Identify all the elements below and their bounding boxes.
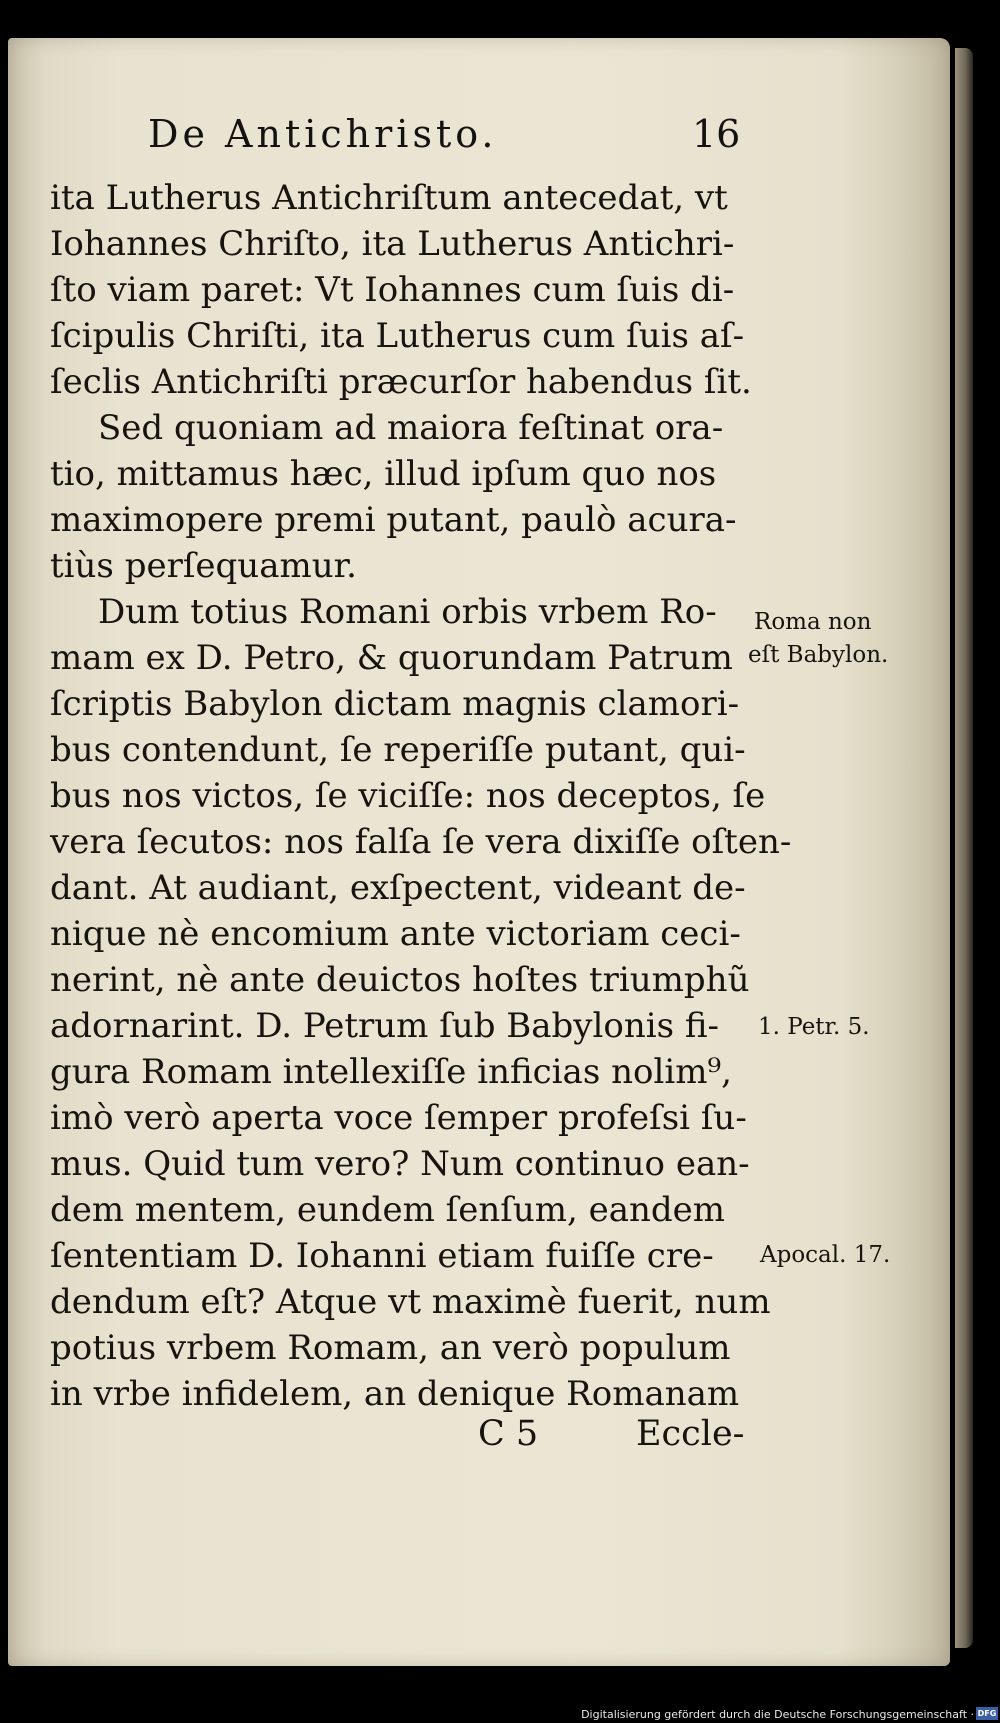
page-edge bbox=[955, 48, 973, 1648]
text-line: nerint, nè ante deuictos hoſtes triumphũ bbox=[50, 960, 750, 1000]
text-line: imò verò aperta voce ſemper profeſsi ſu- bbox=[50, 1098, 747, 1138]
text-line: potius vrbem Romam, an verò populum bbox=[50, 1328, 731, 1368]
text-line: mam ex D. Petro, & quorundam Patrum bbox=[50, 638, 733, 678]
text-line: adornarint. D. Petrum ſub Babylonis fi- bbox=[50, 1006, 720, 1046]
text-line: ſcipulis Chriſti, ita Lutherus cum ſuis aſ- bbox=[50, 316, 745, 356]
catchword: Eccle- bbox=[636, 1414, 745, 1454]
margin-note: Apocal. 17. bbox=[760, 1242, 891, 1268]
text-line: mus. Quid tum vero? Num continuo ean- bbox=[50, 1144, 750, 1184]
text-line: dant. At audiant, exſpectent, videant de- bbox=[50, 868, 746, 908]
credit-text: Digitalisierung gefördert durch die Deutsche Forschungsgemeinschaft · bbox=[581, 1708, 974, 1721]
text-line: nique nè encomium ante victoriam ceci- bbox=[50, 914, 741, 954]
text-line: dendum eſt? Atque vt maximè fuerit, num bbox=[50, 1282, 771, 1322]
text-line: ſententiam D. Iohanni etiam fuiſſe cre- bbox=[50, 1236, 714, 1276]
dfg-logo-icon: DFG bbox=[977, 1709, 997, 1718]
text-line: maximopere premi putant, paulò acura- bbox=[50, 500, 737, 540]
margin-note: 1. Petr. 5. bbox=[758, 1014, 870, 1040]
text-line: ſcriptis Babylon dictam magnis clamori- bbox=[50, 684, 740, 724]
text-line: ſeclis Antichriſti præcurſor habendus ſit. bbox=[50, 362, 752, 402]
text-line: in vrbe infidelem, an denique Romanam bbox=[50, 1374, 740, 1414]
text-line: Dum totius Romani orbis vrbem Ro- bbox=[98, 592, 717, 632]
text-line: Iohannes Chriſto, ita Lutherus Antichri- bbox=[50, 224, 735, 264]
margin-note: eſt Babylon. bbox=[748, 642, 889, 668]
text-line: ita Lutherus Antichriſtum antecedat, vt bbox=[50, 178, 728, 218]
text-line: ſto viam paret: Vt Iohannes cum ſuis di- bbox=[50, 270, 735, 310]
text-line: gura Romam intellexiſſe inficias nolim⁹, bbox=[50, 1052, 732, 1092]
text-line: dem mentem, eundem ſenſum, eandem bbox=[50, 1190, 726, 1230]
text-line: tiùs perſequamur. bbox=[50, 546, 357, 586]
running-title: De Antichristo. bbox=[148, 112, 498, 156]
text-line: bus contendunt, ſe reperiſſe putant, qui- bbox=[50, 730, 746, 770]
text-line: vera ſecutos: nos falſa ſe vera dixiſſe oſten- bbox=[50, 822, 792, 862]
text-line: bus nos victos, ſe viciſſe: nos deceptos, ſe bbox=[50, 776, 766, 816]
credit-bar bbox=[0, 1703, 1000, 1723]
text-line: Sed quoniam ad maiora feſtinat ora- bbox=[98, 408, 724, 448]
page-number: 16 bbox=[692, 112, 741, 156]
text-line: tio, mittamus hæc, illud ipſum quo nos bbox=[50, 454, 717, 494]
margin-note: Roma non bbox=[754, 609, 872, 635]
signature-mark: C 5 bbox=[478, 1414, 539, 1454]
